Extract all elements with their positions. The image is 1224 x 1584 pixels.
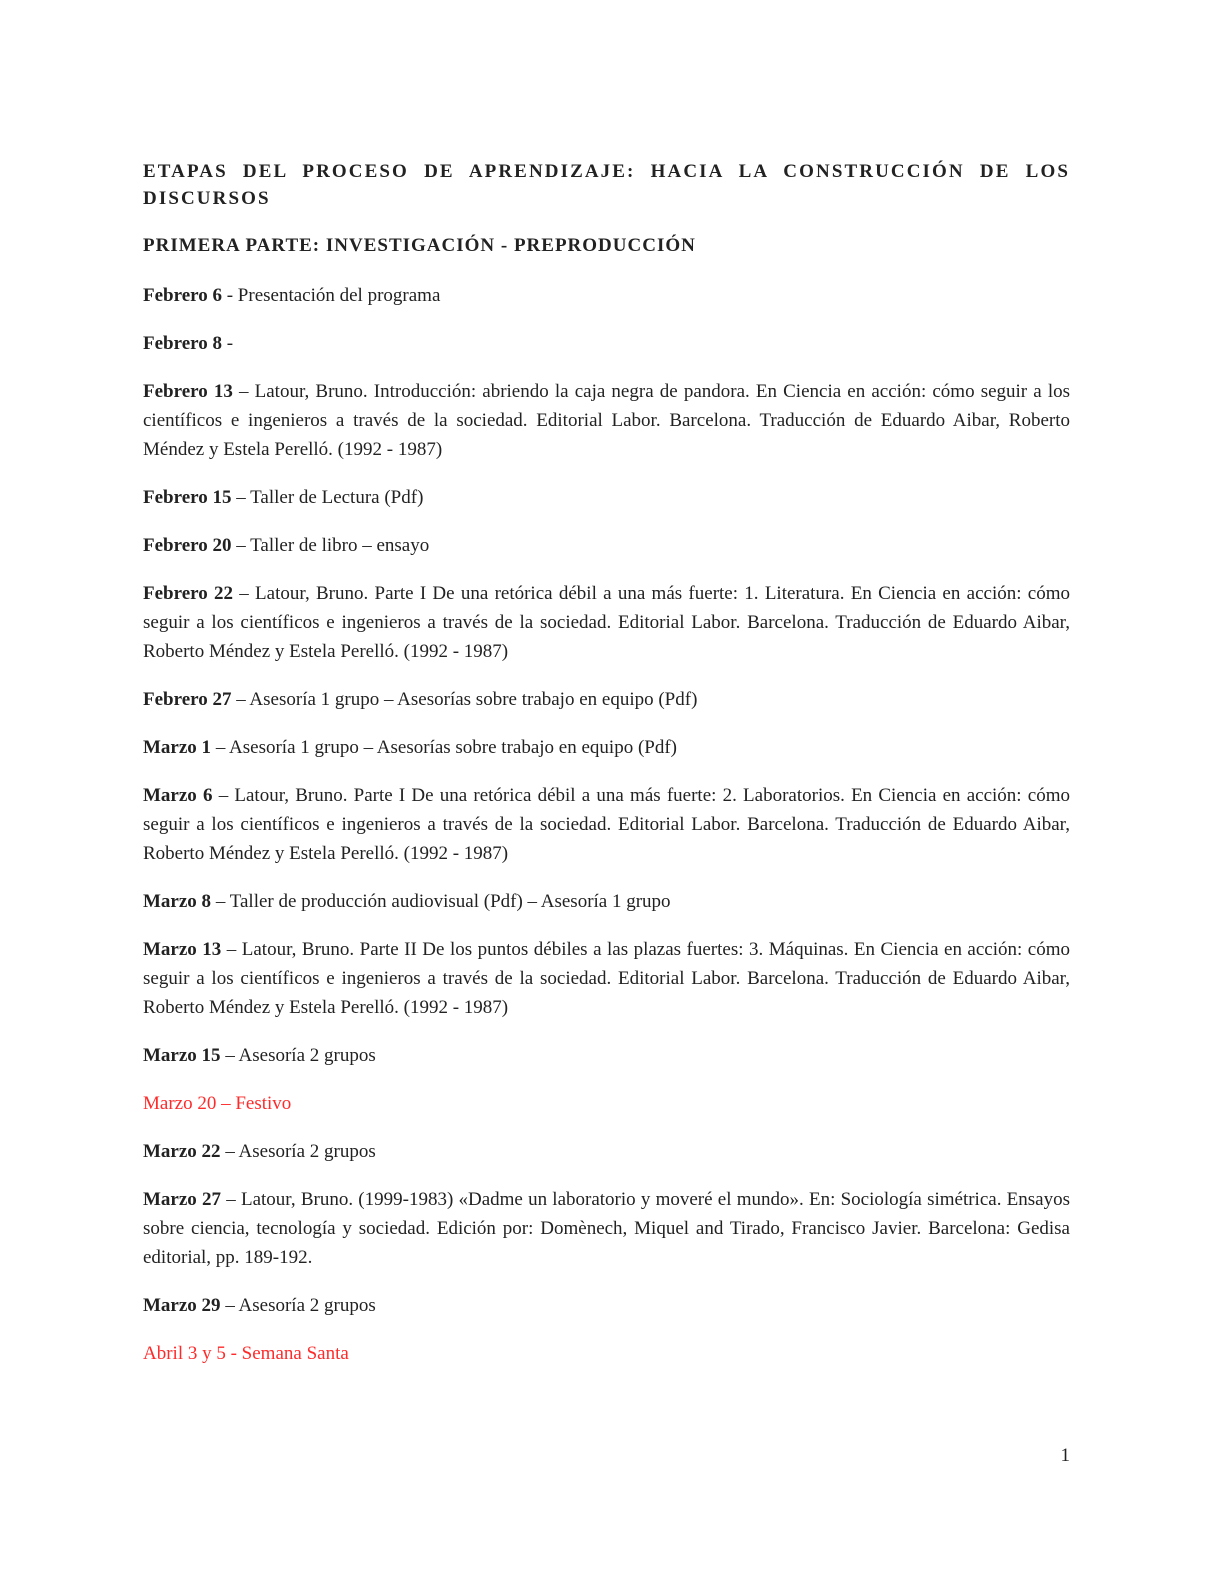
- schedule-entry: [143, 1291, 1070, 1320]
- entry-text: – Latour, Bruno. Parte I De una retórica débil a una más fuerte: 1. Literatura. En Ciencia en acción: cómo seguir a los científicos e ingenieros a través de la sociedad. Editorial Labor. Barcelona. Traducción de Eduardo Aibar, Roberto Méndez y Estela Perelló. (1992 - 1987): [143, 583, 1070, 662]
- entry-text: – Taller de libro – ensayo: [231, 535, 430, 556]
- schedule-entry: [143, 887, 1070, 916]
- entry-text: – Latour, Bruno. Parte I De una retórica débil a una más fuerte: 2. Laboratorios. En Ciencia en acción: cómo seguir a los científicos e ingenieros a través de la sociedad. Editorial Labor. Barcelona. Traducción de Eduardo Aibar, Roberto Méndez y Estela Perelló. (1992 - 1987): [143, 785, 1070, 864]
- schedule-entry: [143, 579, 1070, 666]
- entry-text: – Taller de Lectura (Pdf): [231, 487, 424, 508]
- entry-date: Febrero 13: [143, 381, 233, 402]
- entry-date: Febrero 27: [143, 689, 232, 710]
- entry-text: – Latour, Bruno. (1999-1983) «Dadme un laboratorio y moveré el mundo». En: Sociología simétrica. Ensayos sobre ciencia, tecnología y sociedad. Edición por: Domènech, Miquel and Tirado, Francisco Javier. Barcelona: Gedisa editorial, pp. 189-192.: [143, 1189, 1070, 1268]
- entry-text: – Taller de producción audiovisual (Pdf) – Asesoría 1 grupo: [211, 891, 671, 912]
- schedule-entry: [143, 781, 1070, 868]
- entry-text: – Asesoría 1 grupo – Asesorías sobre trabajo en equipo (Pdf): [231, 689, 698, 710]
- entry-text: – Latour, Bruno. Introducción: abriendo la caja negra de pandora. En Ciencia en acción: cómo seguir a los científicos e ingenieros a través de la sociedad. Editorial Labor. Barcelona. Traducción de Eduardo Aibar, Roberto Méndez y Estela Perelló. (1992 - 1987): [143, 381, 1071, 460]
- entry-date: Febrero 8: [143, 333, 222, 354]
- schedule-entry: [143, 685, 1070, 714]
- entry-text: -: [221, 333, 234, 354]
- entry-date: Marzo 8: [143, 891, 212, 912]
- schedule-entry: [143, 1339, 1070, 1368]
- entry-text: – Asesoría 2 grupos: [220, 1295, 376, 1316]
- entry-date: Abril 3 y 5: [143, 1343, 226, 1364]
- entry-date: Marzo 29: [143, 1295, 221, 1316]
- section-heading: PRIMERA PARTE: INVESTIGACIÓN - PREPRODUCCIÓN: [143, 235, 696, 256]
- schedule-entry: [143, 1185, 1070, 1272]
- entry-date: Febrero 15: [143, 487, 232, 508]
- schedule-entry: [143, 281, 1070, 310]
- page-number: 1: [1060, 1445, 1070, 1466]
- entry-text: – Festivo: [216, 1093, 292, 1114]
- entry-date: Marzo 1: [143, 737, 212, 758]
- schedule-entry: [143, 377, 1070, 464]
- entry-date: Marzo 27: [143, 1189, 222, 1210]
- entry-date: Marzo 20: [143, 1093, 217, 1114]
- entry-date: Febrero 22: [143, 583, 233, 604]
- schedule-entry: [143, 1137, 1070, 1166]
- entry-date: Marzo 6: [143, 785, 213, 806]
- entry-text: – Latour, Bruno. Parte II De los puntos débiles a las plazas fuertes: 3. Máquinas. En Ciencia en acción: cómo seguir a los científicos e ingenieros a través de la sociedad. Editorial Labor. Barcelona. Traducción de Eduardo Aibar, Roberto Méndez y Estela Perelló. (1992 - 1987): [143, 939, 1070, 1018]
- schedule-entry: [143, 733, 1070, 762]
- schedule-entry: [143, 1089, 1070, 1118]
- document-title: ETAPAS DEL PROCESO DE APRENDIZAJE: HACIA LA CONSTRUCCIÓN DE LOS DISCURSOS: [143, 161, 1070, 209]
- entry-text: – Asesoría 1 grupo – Asesorías sobre trabajo en equipo (Pdf): [211, 737, 677, 758]
- entry-date: Febrero 20: [143, 535, 232, 556]
- entry-text: - Semana Santa: [225, 1343, 349, 1364]
- entry-date: Marzo 22: [143, 1141, 221, 1162]
- schedule-list: [143, 281, 1070, 1368]
- entry-date: Febrero 6: [143, 285, 222, 306]
- schedule-entry: [143, 935, 1070, 1022]
- entry-date: Marzo 13: [143, 939, 222, 960]
- entry-text: – Asesoría 2 grupos: [220, 1141, 376, 1162]
- entry-text: - Presentación del programa: [221, 285, 441, 306]
- entry-text: – Asesoría 2 grupos: [220, 1045, 376, 1066]
- document-page: [143, 158, 1070, 1387]
- schedule-entry: [143, 483, 1070, 512]
- entry-date: Marzo 15: [143, 1045, 221, 1066]
- schedule-entry: [143, 531, 1070, 560]
- schedule-entry: [143, 1041, 1070, 1070]
- schedule-entry: [143, 329, 1070, 358]
